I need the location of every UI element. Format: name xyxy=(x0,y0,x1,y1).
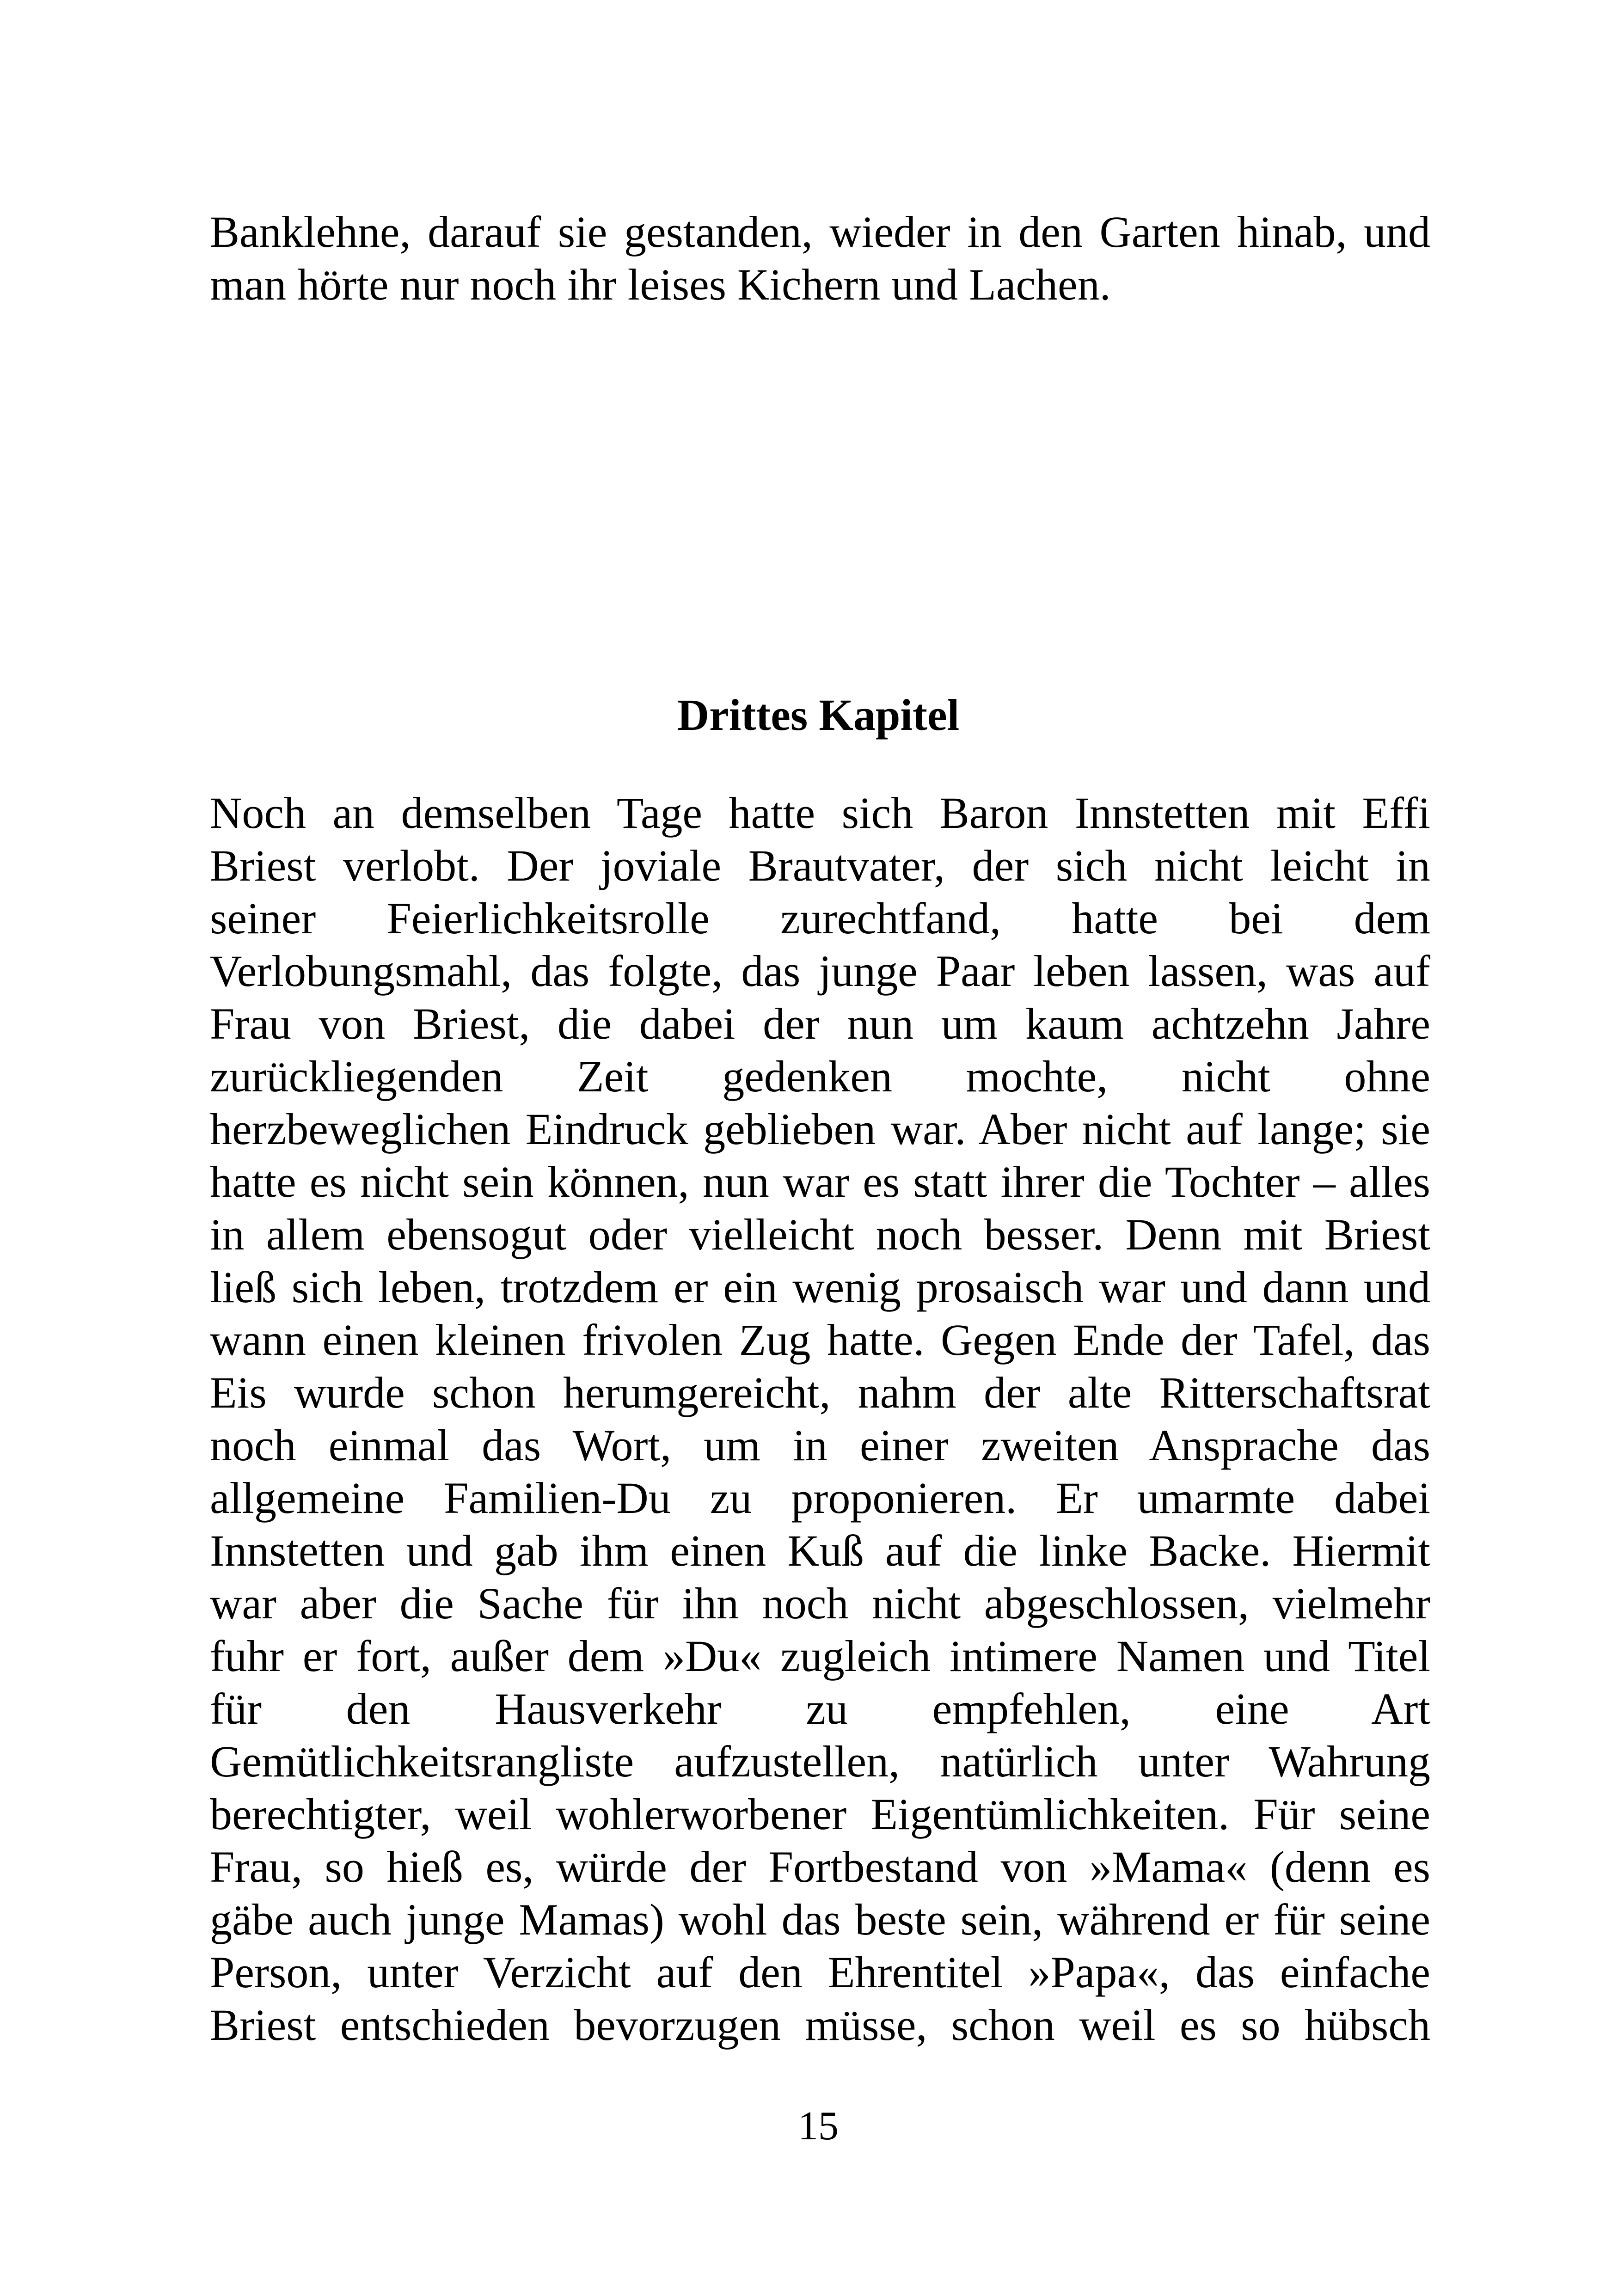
paragraph-line: fuhr er fort, außer dem »Du« zugleich intimere Namen und Titel xyxy=(210,1631,1430,1681)
paragraph-line: Briest entschieden bevorzugen müsse, schon weil es so hübsch xyxy=(210,2000,1430,2050)
paragraph-line: seiner Feierlichkeitsrolle zurechtfand, hatte bei dem xyxy=(210,894,1430,943)
paragraph-line: für den Hausverkehr zu empfehlen, eine Art xyxy=(210,1684,1430,1733)
paragraph-line: hatte es nicht sein können, nun war es statt ihrer die Tochter – alles xyxy=(210,1157,1430,1206)
paragraph-line: herzbeweglichen Eindruck geblieben war. Aber nicht auf lange; sie xyxy=(210,1104,1430,1154)
chapter-title: Drittes Kapitel xyxy=(677,690,960,740)
intro-line: Banklehne, darauf sie gestanden, wieder in den Garten hinab, und xyxy=(210,207,1430,257)
paragraph-line: Innstetten und gab ihm einen Kuß auf die linke Backe. Hiermit xyxy=(210,1526,1430,1575)
paragraph-line: Verlobungsmahl, das folgte, das junge Paar leben lassen, was auf xyxy=(210,946,1430,996)
paragraph-line: allgemeine Familien-Du zu proponieren. Er umarmte dabei xyxy=(210,1473,1430,1523)
paragraph-line: gäbe auch junge Mamas) wohl das beste sein, während er für seine xyxy=(210,1895,1430,1944)
intro-paragraph xyxy=(210,206,1430,311)
paragraph-line: Gemütlichkeitsrangliste aufzustellen, natürlich unter Wahrung xyxy=(210,1737,1430,1786)
intro-line: man hörte nur noch ihr leises Kichern und Lachen. xyxy=(210,260,1111,309)
paragraph-line: Frau, so hieß es, würde der Fortbestand von »Mama« (denn es xyxy=(210,1842,1430,1892)
paragraph-line: noch einmal das Wort, um in einer zweiten Ansprache das xyxy=(210,1420,1430,1470)
paragraph-line: in allem ebensogut oder vielleicht noch besser. Denn mit Briest xyxy=(210,1210,1430,1259)
paragraph-line: Briest verlobt. Der joviale Brautvater, der sich nicht leicht in xyxy=(210,841,1430,890)
paragraph-line: Frau von Briest, die dabei der nun um kaum achtzehn Jahre xyxy=(210,999,1430,1048)
chapter-paragraph xyxy=(210,787,1430,2051)
paragraph-line: war aber die Sache für ihn noch nicht abgeschlossen, vielmehr xyxy=(210,1579,1430,1628)
page-number: 15 xyxy=(798,2104,839,2149)
paragraph-line: Eis wurde schon herumgereicht, nahm der alte Ritterschaftsrat xyxy=(210,1368,1430,1417)
paragraph-line: berechtigter, weil wohlerworbener Eigentümlichkeiten. Für seine xyxy=(210,1789,1430,1839)
paragraph-line: wann einen kleinen frivolen Zug hatte. Gegen Ende der Tafel, das xyxy=(210,1315,1430,1365)
paragraph-line: zurückliegenden Zeit gedenken mochte, nicht ohne xyxy=(210,1052,1430,1101)
paragraph-line: Noch an demselben Tage hatte sich Baron Innstetten mit Effi xyxy=(210,788,1430,838)
paragraph-line: Person, unter Verzicht auf den Ehrentitel »Papa«, das einfache xyxy=(210,1947,1430,1997)
paragraph-line: ließ sich leben, trotzdem er ein wenig prosaisch war und dann und xyxy=(210,1262,1430,1312)
